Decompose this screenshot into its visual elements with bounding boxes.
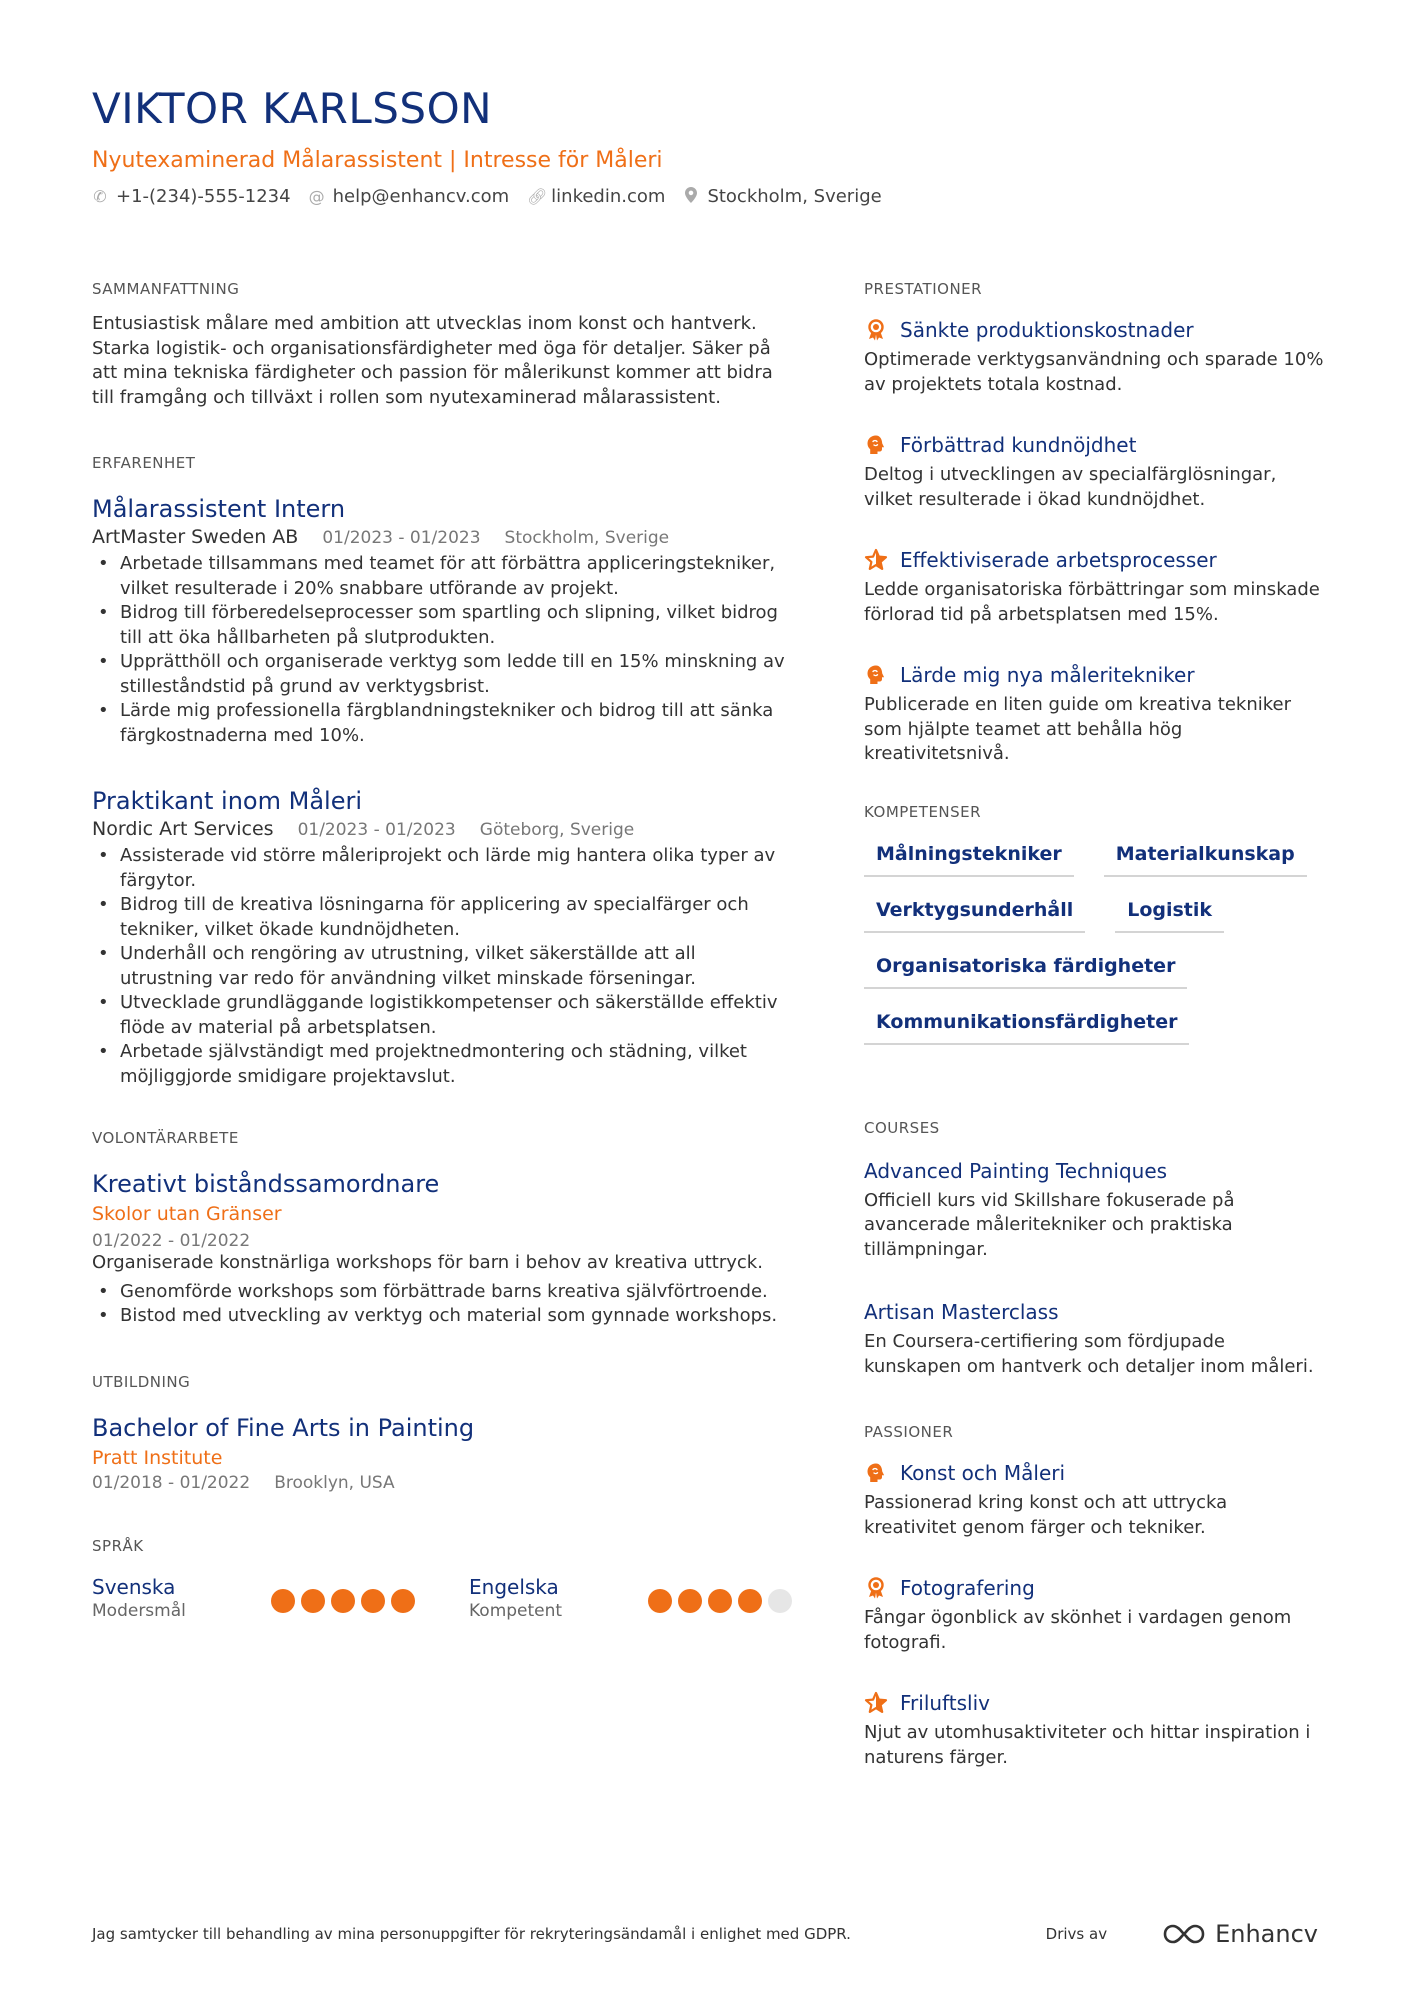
passion-item — [864, 1691, 1324, 1770]
language-name: Engelska — [469, 1574, 559, 1599]
volunteer-heading: VOLONTÄRARBETE — [92, 1129, 239, 1147]
volunteer-org: Skolor utan Gränser — [92, 1203, 282, 1225]
company-name: Nordic Art Services — [92, 818, 274, 840]
language-rating — [271, 1589, 415, 1613]
phone-text: +1-(234)-555-1234 — [116, 186, 291, 207]
volunteer-section — [92, 1129, 792, 1329]
infinity-logo-icon — [1161, 1922, 1207, 1946]
experience-heading: ERFARENHET — [92, 454, 196, 472]
rating-dot-filled — [271, 1589, 295, 1613]
list-item: • Arbetade självständigt med projektnedmontering och städning, vilket möjliggjorde smidigare projektavslut. — [92, 1040, 792, 1089]
job-location: Stockholm, Sverige — [504, 528, 670, 548]
at-icon: @ — [308, 187, 325, 206]
education-dates: 01/2018 - 01/2022 — [92, 1472, 251, 1493]
list-item: • Bidrog till de kreativa lösningarna för applicering av specialfärger och tekniker, vilket ökade kundnöjdheten. — [92, 893, 792, 942]
achievements-heading: PRESTATIONER — [864, 280, 983, 298]
contact-phone[interactable] — [92, 186, 291, 207]
item-description: Publicerade en liten guide om kreativa tekniker som hjälpte teamet att behålla hög kreativitetsnivå. — [864, 694, 1292, 764]
experience-section — [92, 454, 792, 1089]
rating-dot-filled — [708, 1589, 732, 1613]
volunteer-role: Kreativt biståndssamordnare — [92, 1170, 440, 1198]
list-item: • Assisterade vid större måleriprojekt och lärde mig hantera olika typer av färgytor. — [92, 844, 792, 893]
education-section — [92, 1373, 792, 1493]
candidate-name: VIKTOR KARLSSON — [92, 84, 493, 133]
rating-dot-filled — [738, 1589, 762, 1613]
skills-section — [864, 803, 1324, 1045]
skill-tag: Kommunikationsfärdigheter — [864, 1005, 1189, 1045]
list-item: • Bidrog till förberedelseprocesser som spartling och slipning, vilket bidrog till att öka hållbarheten på slutprodukten. — [92, 601, 792, 650]
school-name: Pratt Institute — [92, 1446, 223, 1469]
summary-heading: SAMMANFATTNING — [92, 280, 240, 298]
contact-location — [683, 186, 881, 207]
item-header — [864, 1461, 1324, 1485]
item-description: Deltog i utvecklingen av specialfärglösningar, vilket resulterade i ökad kundnöjdhet. — [864, 464, 1277, 510]
education-location: Brooklyn, USA — [274, 1472, 395, 1493]
language-item — [469, 1575, 792, 1621]
job-location: Göteborg, Sverige — [479, 820, 635, 840]
job-dates: 01/2023 - 01/2023 — [322, 528, 481, 548]
right-column — [864, 280, 1324, 1814]
language-level: Modersmål — [92, 1600, 186, 1621]
skill-tag: Materialkunskap — [1104, 837, 1307, 877]
item-description: Ledde organisatoriska förbättringar som minskade förlorad tid på arbetsplatsen med 15%. — [864, 579, 1320, 625]
achievements-list — [864, 318, 1324, 767]
skills-heading: KOMPETENSER — [864, 802, 982, 821]
item-title: Förbättrad kundnöjdhet — [900, 433, 1137, 457]
item-description: Optimerade verktygsanvändning och sparade 10% av projektets totala kostnad. — [864, 349, 1324, 395]
brain-icon — [864, 663, 888, 687]
experience-entry — [92, 786, 792, 1089]
course-item — [864, 1300, 1324, 1379]
course-item — [864, 1159, 1324, 1263]
job-dates: 01/2023 - 01/2023 — [297, 820, 456, 840]
courses-heading: COURSES — [864, 1118, 940, 1137]
achievements-section — [864, 280, 1324, 767]
list-item: • Underhåll och rengöring av utrustning, vilket säkerställde att all utrustning var redo för användning vilket minskade förseningar. — [92, 942, 792, 991]
languages-heading: SPRÅK — [92, 1536, 144, 1555]
item-header — [864, 1576, 1324, 1600]
volunteer-description: Organiserade konstnärliga workshops för barn i behov av kreativa uttryck. — [92, 1252, 763, 1273]
job-meta — [92, 526, 792, 548]
rating-dot-filled — [361, 1589, 385, 1613]
job-title: Målarassistent Intern — [92, 495, 346, 523]
passion-item — [864, 1576, 1324, 1655]
phone-icon: ✆ — [93, 187, 107, 206]
skill-tag: Målningstekniker — [864, 837, 1074, 877]
degree-title: Bachelor of Fine Arts in Painting — [92, 1413, 475, 1442]
rating-dot-filled — [331, 1589, 355, 1613]
passions-section — [864, 1423, 1324, 1770]
item-header — [864, 548, 1324, 572]
job-bullets — [92, 844, 792, 1089]
star-icon — [864, 548, 888, 572]
volunteer-bullets — [92, 1280, 792, 1329]
achievement-item — [864, 318, 1324, 397]
location-text: Stockholm, Sverige — [707, 186, 882, 207]
contact-email[interactable] — [309, 186, 510, 207]
rating-dot-filled — [391, 1589, 415, 1613]
skills-list — [864, 837, 1324, 1045]
summary-section — [92, 280, 792, 410]
experience-entry — [92, 494, 792, 748]
item-header — [864, 663, 1324, 687]
item-description: Passionerad kring konst och att uttrycka kreativitet genom färger och tekniker. — [864, 1492, 1228, 1538]
item-description: Njut av utomhusaktiviteter och hittar inspiration i naturens färger. — [864, 1722, 1311, 1768]
passion-item — [864, 1461, 1324, 1540]
skill-tag: Organisatoriska färdigheter — [864, 949, 1187, 989]
list-item: • Upprätthöll och organiserade verktyg som ledde till en 15% minskning av stilleståndstid på grund av verktygsbrist. — [92, 650, 792, 699]
languages-section — [92, 1537, 792, 1621]
summary-text: Entusiastisk målare med ambition att utvecklas inom konst och hantverk. Starka logistik- och organisationsfärdigheter med öga för detaljer. Säker på att mina tekniska färdigheter och passion för målerikunst kommer att bidra till framgång och tillväxt i rollen som nyutexaminerad målarassistent. — [92, 313, 773, 408]
list-item: • Utvecklade grundläggande logistikkompetenser och säkerställde effektiv flöde av material på arbetsplatsen. — [92, 991, 792, 1040]
course-description: En Coursera-certifiering som fördjupade kunskapen om hantverk och detaljer inom måleri. — [864, 1331, 1314, 1377]
passions-list — [864, 1461, 1324, 1770]
language-item — [92, 1575, 415, 1621]
rating-dot-filled — [301, 1589, 325, 1613]
job-bullets — [92, 552, 792, 748]
course-description: Officiell kurs vid Skillshare fokuserade på avancerade måleritekniker och praktiska tillämpningar. — [864, 1189, 1235, 1260]
email-text: help@enhancv.com — [332, 186, 510, 207]
powered-by-label: Drivs av — [1045, 1925, 1108, 1943]
company-name: ArtMaster Sweden AB — [92, 526, 299, 548]
footer — [92, 1920, 1318, 1948]
language-rating — [648, 1589, 792, 1613]
list-item: • Genomförde workshops som förbättrade barns kreativa självförtroende. — [92, 1280, 792, 1305]
left-column — [92, 280, 792, 1665]
item-title: Effektiviserade arbetsprocesser — [900, 548, 1217, 572]
linkedin-text: linkedin.com — [551, 186, 666, 207]
achievement-item — [864, 433, 1324, 512]
brand-logo[interactable] — [1161, 1920, 1318, 1948]
skill-tag: Logistik — [1115, 893, 1224, 933]
item-header — [864, 318, 1324, 342]
link-icon: 🔗︎ — [527, 187, 548, 206]
brain-icon — [864, 433, 888, 457]
item-title: Sänkte produktionskostnader — [900, 318, 1194, 342]
rating-dot-empty — [768, 1589, 792, 1613]
courses-section — [864, 1119, 1324, 1380]
course-title: Artisan Masterclass — [864, 1300, 1059, 1324]
language-name: Svenska — [92, 1574, 176, 1599]
item-title: Fotografering — [900, 1576, 1035, 1600]
language-level: Kompetent — [469, 1600, 563, 1621]
brand-name: Enhancv — [1215, 1920, 1318, 1948]
list-item: • Arbetade tillsammans med teamet för att förbättra appliceringstekniker, vilket resulterade i 20% snabbare utförande av projekt. — [92, 552, 792, 601]
award-icon — [864, 1576, 888, 1600]
item-title: Friluftsliv — [900, 1691, 990, 1715]
item-header — [864, 1691, 1324, 1715]
award-icon — [864, 318, 888, 342]
education-meta — [92, 1473, 792, 1493]
course-title: Advanced Painting Techniques — [864, 1158, 1168, 1183]
contact-bar — [92, 186, 882, 207]
job-meta — [92, 818, 792, 840]
item-description: Fångar ögonblick av skönhet i vardagen genom fotografi. — [864, 1607, 1292, 1653]
list-item: • Lärde mig professionella färgblandningstekniker och bidrog till att sänka färgkostnaderna med 10%. — [92, 699, 792, 748]
item-title: Konst och Måleri — [900, 1461, 1066, 1485]
item-header — [864, 433, 1324, 457]
brain-icon — [864, 1461, 888, 1485]
job-title: Praktikant inom Måleri — [92, 787, 362, 815]
volunteer-dates: 01/2022 - 01/2022 — [92, 1231, 251, 1251]
passions-heading: PASSIONER — [864, 1423, 954, 1441]
rating-dot-filled — [678, 1589, 702, 1613]
item-title: Lärde mig nya måleritekniker — [900, 663, 1195, 687]
candidate-tagline: Nyutexaminerad Målarassistent | Intresse för Måleri — [92, 148, 663, 173]
star-icon — [864, 1691, 888, 1715]
rating-dot-filled — [648, 1589, 672, 1613]
language-list — [92, 1575, 792, 1621]
skill-tag: Verktygsunderhåll — [864, 893, 1085, 933]
education-heading: UTBILDNING — [92, 1372, 191, 1391]
contact-linkedin[interactable] — [527, 186, 665, 207]
list-item: • Bistod med utveckling av verktyg och material som gynnade workshops. — [92, 1304, 792, 1329]
achievement-item — [864, 548, 1324, 627]
location-pin-icon — [683, 187, 699, 207]
gdpr-consent: Jag samtycker till behandling av mina personuppgifter för rekryteringsändamål i enlighet med GDPR. — [92, 1925, 851, 1943]
achievement-item — [864, 663, 1324, 767]
